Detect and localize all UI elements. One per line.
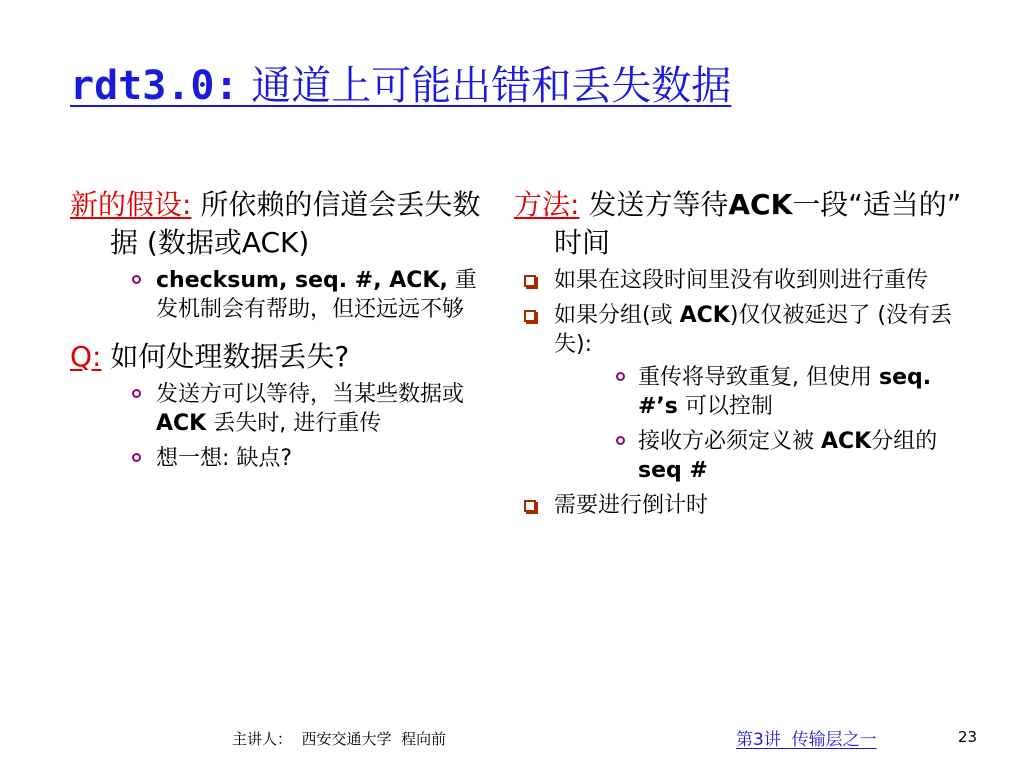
seq-bold-text: seq. #’s (638, 365, 932, 419)
circle-bullet-icon (132, 453, 141, 462)
assumption-label: 新的假设: (70, 188, 192, 221)
retransmit-text: 如果在这段时间里没有收到则进行重传 (554, 268, 929, 293)
receiver-text-1: 接收方必须定义被 (638, 429, 821, 454)
list-item (514, 491, 974, 520)
method-text-2: 一段“适当的” 时间 (554, 188, 962, 259)
checksum-text: 重发机制会有帮助，但还远远不够 (156, 268, 477, 322)
square-bullet-icon (524, 500, 536, 512)
question-paragraph (70, 338, 490, 376)
method-text-1: 发送方等待 (579, 188, 729, 221)
footer-lecture-link[interactable]: 第3讲 传输层之一 (736, 730, 877, 750)
assumption-text: 所依赖的信道会丢失数据 (数据或ACK) (110, 188, 481, 259)
delayed-ack-bold: ACK (679, 303, 730, 328)
circle-bullet-icon (132, 275, 141, 284)
list-item (554, 363, 974, 421)
list-item (554, 427, 974, 485)
duplicate-text-1: 重传将导致重复, 但使用 (638, 365, 879, 390)
think-text: 想一想: 缺点? (156, 446, 293, 471)
receiver-ack-bold: ACK (821, 429, 872, 454)
assumption-bullets (70, 266, 490, 324)
method-bullets (514, 266, 974, 520)
footer-presenter: 主讲人： 西安交通大学 程向前 (232, 730, 447, 748)
list-item (70, 380, 490, 438)
circle-bullet-icon (132, 389, 141, 398)
assumption-paragraph (70, 186, 490, 262)
list-item (70, 444, 490, 473)
question-bullets (70, 380, 490, 473)
title-text: 通道上可能出错和丢失数据 (238, 63, 732, 109)
countdown-text: 需要进行倒计时 (554, 493, 709, 518)
list-item (70, 266, 490, 324)
delayed-sub-bullets (554, 363, 974, 485)
receiver-seq-bold: seq # (638, 458, 708, 483)
left-column (70, 186, 490, 479)
list-item (514, 301, 974, 485)
method-label: 方法: (514, 188, 580, 221)
list-item (514, 266, 974, 295)
square-bullet-icon (524, 310, 536, 322)
wait-text-2: 丢失时, 进行重传 (206, 411, 382, 436)
wait-text-1: 发送方可以等待，当某些数据或 (156, 382, 465, 407)
checksum-bold-text: checksum, seq. #, ACK, (156, 268, 448, 293)
right-column (514, 186, 974, 526)
circle-bullet-icon (616, 436, 625, 445)
question-text: 如何处理数据丢失? (101, 340, 350, 373)
delayed-text-1: 如果分组(或 (554, 303, 680, 328)
title-prefix: rdt3.0: (70, 63, 239, 109)
question-label: Q: (70, 340, 102, 373)
method-paragraph (514, 186, 974, 262)
slide-title (70, 62, 731, 110)
circle-bullet-icon (616, 372, 625, 381)
method-ack-bold: ACK (728, 188, 793, 221)
duplicate-text-2: 可以控制 (677, 394, 773, 419)
ack-bold-text: ACK (156, 411, 207, 436)
page-number: 23 (958, 728, 978, 746)
square-bullet-icon (524, 275, 536, 287)
receiver-text-2: 分组的 (871, 429, 938, 454)
delayed-text-2: )仅仅被延迟了 (没有丢失): (554, 303, 952, 357)
